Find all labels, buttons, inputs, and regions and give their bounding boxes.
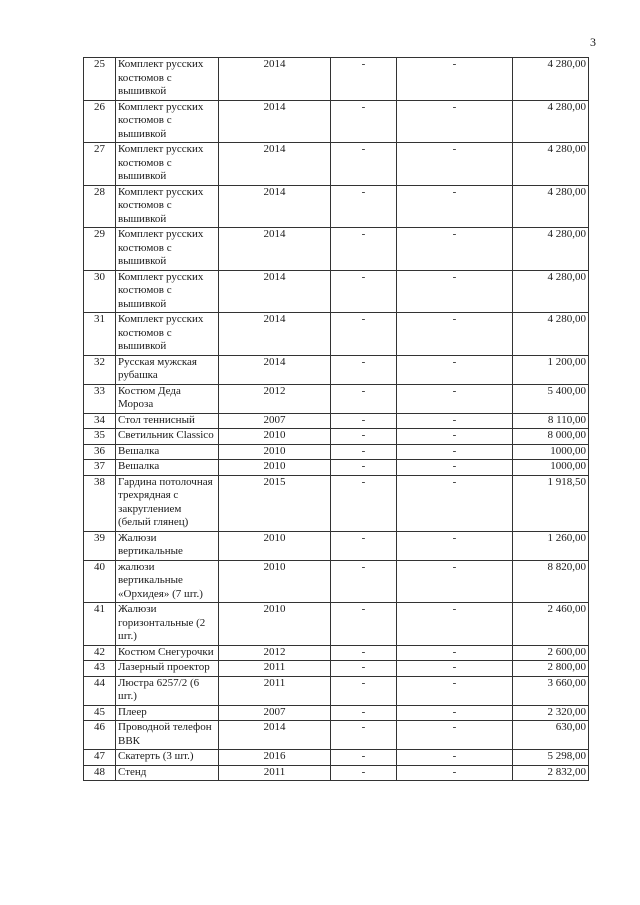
dash-cell: - <box>331 313 397 356</box>
dash-cell: - <box>397 765 513 781</box>
dash-cell: - <box>331 603 397 646</box>
table-row <box>84 100 589 143</box>
amount-cell: 2 600,00 <box>513 645 589 661</box>
amount-cell: 4 280,00 <box>513 100 589 143</box>
year-cell: 2014 <box>219 721 331 750</box>
dash-cell: - <box>331 721 397 750</box>
amount-cell: 8 110,00 <box>513 413 589 429</box>
row-number-cell: 32 <box>84 355 116 384</box>
dash-cell: - <box>331 143 397 186</box>
amount-cell: 4 280,00 <box>513 143 589 186</box>
table-row <box>84 705 589 721</box>
item-name-cell: Гардина потолочная трехрядная с закруглением (белый глянец) <box>116 475 219 531</box>
dash-cell: - <box>331 750 397 766</box>
year-cell: 2011 <box>219 676 331 705</box>
amount-cell: 4 280,00 <box>513 270 589 313</box>
year-cell: 2011 <box>219 661 331 677</box>
amount-cell: 5 400,00 <box>513 384 589 413</box>
amount-cell: 1000,00 <box>513 460 589 476</box>
page-number: 3 <box>590 35 596 49</box>
dash-cell: - <box>397 429 513 445</box>
dash-cell: - <box>331 185 397 228</box>
dash-cell: - <box>331 705 397 721</box>
year-cell: 2014 <box>219 58 331 101</box>
table-row <box>84 313 589 356</box>
table-row <box>84 185 589 228</box>
row-number-cell: 39 <box>84 531 116 560</box>
row-number-cell: 45 <box>84 705 116 721</box>
year-cell: 2014 <box>219 355 331 384</box>
dash-cell: - <box>397 676 513 705</box>
table-row <box>84 228 589 271</box>
row-number-cell: 26 <box>84 100 116 143</box>
table-row <box>84 58 589 101</box>
table-row <box>84 765 589 781</box>
item-name-cell: Комплект русских костюмов с вышивкой <box>116 58 219 101</box>
amount-cell: 1000,00 <box>513 444 589 460</box>
dash-cell: - <box>397 531 513 560</box>
table-row <box>84 143 589 186</box>
dash-cell: - <box>397 444 513 460</box>
year-cell: 2010 <box>219 531 331 560</box>
dash-cell: - <box>397 413 513 429</box>
year-cell: 2015 <box>219 475 331 531</box>
table-row <box>84 460 589 476</box>
dash-cell: - <box>331 765 397 781</box>
dash-cell: - <box>397 705 513 721</box>
table-row <box>84 676 589 705</box>
amount-cell: 2 460,00 <box>513 603 589 646</box>
inventory-table-body <box>84 58 589 781</box>
row-number-cell: 27 <box>84 143 116 186</box>
dash-cell: - <box>331 475 397 531</box>
amount-cell: 3 660,00 <box>513 676 589 705</box>
amount-cell: 4 280,00 <box>513 228 589 271</box>
row-number-cell: 44 <box>84 676 116 705</box>
item-name-cell: Комплект русских костюмов с вышивкой <box>116 270 219 313</box>
item-name-cell: Жалюзи вертикальные <box>116 531 219 560</box>
table-row <box>84 444 589 460</box>
item-name-cell: Комплект русских костюмов с вышивкой <box>116 185 219 228</box>
dash-cell: - <box>331 444 397 460</box>
year-cell: 2012 <box>219 384 331 413</box>
dash-cell: - <box>397 313 513 356</box>
dash-cell: - <box>331 560 397 603</box>
item-name-cell: Люстра 6257/2 (6 шт.) <box>116 676 219 705</box>
dash-cell: - <box>397 384 513 413</box>
dash-cell: - <box>331 429 397 445</box>
item-name-cell: Костюм Деда Мороза <box>116 384 219 413</box>
table-row <box>84 645 589 661</box>
amount-cell: 2 800,00 <box>513 661 589 677</box>
dash-cell: - <box>331 228 397 271</box>
row-number-cell: 33 <box>84 384 116 413</box>
row-number-cell: 47 <box>84 750 116 766</box>
year-cell: 2012 <box>219 645 331 661</box>
table-row <box>84 603 589 646</box>
dash-cell: - <box>331 355 397 384</box>
year-cell: 2014 <box>219 313 331 356</box>
dash-cell: - <box>397 460 513 476</box>
amount-cell: 8 000,00 <box>513 429 589 445</box>
table-row <box>84 475 589 531</box>
dash-cell: - <box>397 270 513 313</box>
dash-cell: - <box>397 58 513 101</box>
item-name-cell: Стол теннисный <box>116 413 219 429</box>
year-cell: 2014 <box>219 228 331 271</box>
amount-cell: 8 820,00 <box>513 560 589 603</box>
item-name-cell: жалюзи вертикальные «Орхидея» (7 шт.) <box>116 560 219 603</box>
dash-cell: - <box>331 661 397 677</box>
amount-cell: 4 280,00 <box>513 313 589 356</box>
dash-cell: - <box>331 413 397 429</box>
row-number-cell: 34 <box>84 413 116 429</box>
item-name-cell: Лазерный проектор <box>116 661 219 677</box>
row-number-cell: 30 <box>84 270 116 313</box>
table-row <box>84 750 589 766</box>
year-cell: 2007 <box>219 413 331 429</box>
table-row <box>84 560 589 603</box>
year-cell: 2011 <box>219 765 331 781</box>
row-number-cell: 25 <box>84 58 116 101</box>
item-name-cell: Светильник Classico <box>116 429 219 445</box>
amount-cell: 5 298,00 <box>513 750 589 766</box>
dash-cell: - <box>331 460 397 476</box>
amount-cell: 2 320,00 <box>513 705 589 721</box>
table-row <box>84 531 589 560</box>
item-name-cell: Комплект русских костюмов с вышивкой <box>116 228 219 271</box>
row-number-cell: 41 <box>84 603 116 646</box>
dash-cell: - <box>331 100 397 143</box>
amount-cell: 1 200,00 <box>513 355 589 384</box>
dash-cell: - <box>397 143 513 186</box>
dash-cell: - <box>397 185 513 228</box>
item-name-cell: Плеер <box>116 705 219 721</box>
year-cell: 2014 <box>219 100 331 143</box>
amount-cell: 2 832,00 <box>513 765 589 781</box>
year-cell: 2014 <box>219 185 331 228</box>
year-cell: 2007 <box>219 705 331 721</box>
item-name-cell: Комплект русских костюмов с вышивкой <box>116 143 219 186</box>
year-cell: 2010 <box>219 460 331 476</box>
row-number-cell: 46 <box>84 721 116 750</box>
dash-cell: - <box>397 475 513 531</box>
item-name-cell: Проводной телефон ВВК <box>116 721 219 750</box>
dash-cell: - <box>397 721 513 750</box>
item-name-cell: Костюм Снегурочки <box>116 645 219 661</box>
item-name-cell: Русская мужская рубашка <box>116 355 219 384</box>
dash-cell: - <box>397 603 513 646</box>
year-cell: 2016 <box>219 750 331 766</box>
inventory-table <box>83 57 589 781</box>
row-number-cell: 42 <box>84 645 116 661</box>
year-cell: 2010 <box>219 429 331 445</box>
row-number-cell: 36 <box>84 444 116 460</box>
amount-cell: 630,00 <box>513 721 589 750</box>
dash-cell: - <box>397 100 513 143</box>
table-row <box>84 661 589 677</box>
year-cell: 2010 <box>219 560 331 603</box>
dash-cell: - <box>331 676 397 705</box>
dash-cell: - <box>397 750 513 766</box>
item-name-cell: Вешалка <box>116 460 219 476</box>
row-number-cell: 37 <box>84 460 116 476</box>
dash-cell: - <box>331 270 397 313</box>
item-name-cell: Скатерть (3 шт.) <box>116 750 219 766</box>
table-row <box>84 721 589 750</box>
amount-cell: 1 260,00 <box>513 531 589 560</box>
row-number-cell: 40 <box>84 560 116 603</box>
year-cell: 2014 <box>219 270 331 313</box>
table-row <box>84 270 589 313</box>
dash-cell: - <box>331 645 397 661</box>
amount-cell: 1 918,50 <box>513 475 589 531</box>
dash-cell: - <box>331 531 397 560</box>
row-number-cell: 31 <box>84 313 116 356</box>
row-number-cell: 29 <box>84 228 116 271</box>
year-cell: 2010 <box>219 603 331 646</box>
item-name-cell: Комплект русских костюмов с вышивкой <box>116 313 219 356</box>
amount-cell: 4 280,00 <box>513 58 589 101</box>
row-number-cell: 28 <box>84 185 116 228</box>
dash-cell: - <box>397 228 513 271</box>
item-name-cell: Жалюзи горизонтальные (2 шт.) <box>116 603 219 646</box>
row-number-cell: 35 <box>84 429 116 445</box>
table-row <box>84 384 589 413</box>
year-cell: 2010 <box>219 444 331 460</box>
dash-cell: - <box>331 384 397 413</box>
table-row <box>84 413 589 429</box>
item-name-cell: Стенд <box>116 765 219 781</box>
year-cell: 2014 <box>219 143 331 186</box>
dash-cell: - <box>331 58 397 101</box>
item-name-cell: Комплект русских костюмов с вышивкой <box>116 100 219 143</box>
row-number-cell: 38 <box>84 475 116 531</box>
dash-cell: - <box>397 355 513 384</box>
table-row <box>84 355 589 384</box>
amount-cell: 4 280,00 <box>513 185 589 228</box>
dash-cell: - <box>397 661 513 677</box>
table-row <box>84 429 589 445</box>
dash-cell: - <box>397 645 513 661</box>
row-number-cell: 43 <box>84 661 116 677</box>
row-number-cell: 48 <box>84 765 116 781</box>
dash-cell: - <box>397 560 513 603</box>
item-name-cell: Вешалка <box>116 444 219 460</box>
